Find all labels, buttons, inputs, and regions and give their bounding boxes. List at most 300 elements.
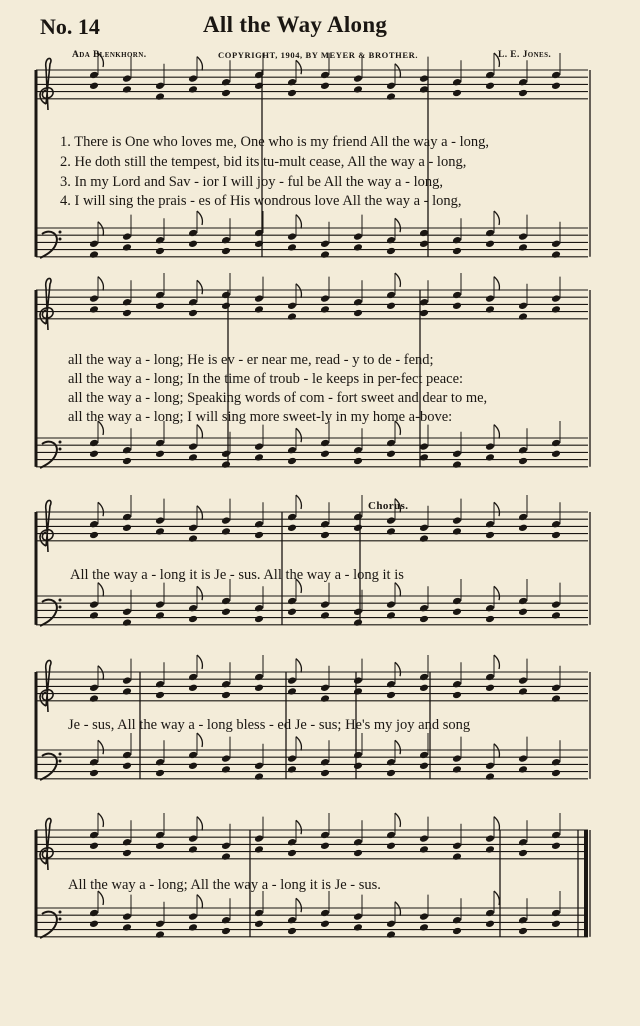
notehead <box>155 291 165 300</box>
notehead <box>89 531 99 540</box>
notehead <box>287 608 297 617</box>
bass-clef-dot <box>59 231 62 234</box>
note-flag <box>494 744 499 758</box>
notehead <box>386 920 396 929</box>
note-flag <box>197 655 202 669</box>
notehead <box>320 520 330 529</box>
notehead <box>353 446 363 455</box>
notehead <box>452 852 462 861</box>
notehead <box>287 916 297 925</box>
notehead <box>155 920 165 929</box>
chorus-label: Chorus. <box>368 500 409 512</box>
notehead <box>287 597 297 606</box>
notehead <box>485 453 495 462</box>
bass-clef-dot <box>59 911 62 914</box>
notehead <box>188 615 198 624</box>
notehead <box>320 842 330 851</box>
notehead <box>89 250 99 259</box>
note-flag <box>98 53 103 67</box>
notehead <box>188 673 198 682</box>
notehead <box>188 845 198 854</box>
notehead <box>122 912 132 921</box>
notehead <box>452 247 462 256</box>
note-flag <box>494 502 499 516</box>
notehead <box>518 243 528 252</box>
notehead <box>551 842 561 851</box>
bass-clef-dot <box>59 606 62 609</box>
note-flag <box>296 284 301 298</box>
note-flag <box>197 817 202 831</box>
notehead <box>485 520 495 529</box>
notehead <box>155 842 165 851</box>
notehead <box>320 684 330 693</box>
notehead <box>353 923 363 932</box>
notehead <box>89 758 99 767</box>
note-flag <box>197 211 202 225</box>
notehead <box>485 772 495 781</box>
notehead <box>89 240 99 249</box>
note-flag <box>98 740 103 754</box>
notehead <box>221 842 231 851</box>
notehead <box>254 684 264 693</box>
notehead <box>122 849 132 858</box>
notehead <box>221 680 231 689</box>
notehead <box>89 611 99 620</box>
notehead <box>89 439 99 448</box>
notehead <box>452 597 462 606</box>
notehead <box>155 302 165 311</box>
notehead <box>353 524 363 533</box>
notehead <box>518 312 528 321</box>
notehead <box>221 78 231 87</box>
notehead <box>551 305 561 314</box>
notehead <box>518 232 528 241</box>
notehead <box>386 930 396 939</box>
notehead <box>485 294 495 303</box>
notehead <box>89 769 99 778</box>
note-flag <box>197 425 202 439</box>
notehead <box>485 673 495 682</box>
notehead <box>122 446 132 455</box>
notehead <box>452 291 462 300</box>
notehead <box>254 294 264 303</box>
notehead <box>518 676 528 685</box>
notehead <box>551 909 561 918</box>
notehead <box>221 527 231 536</box>
bass-clef-dot <box>59 448 62 451</box>
notehead <box>518 765 528 774</box>
notehead <box>221 765 231 774</box>
notehead <box>254 673 264 682</box>
notehead <box>89 450 99 459</box>
notehead <box>320 450 330 459</box>
notehead <box>221 302 231 311</box>
notehead <box>188 751 198 760</box>
notehead <box>155 691 165 700</box>
notehead <box>89 909 99 918</box>
notehead <box>551 769 561 778</box>
chorus-lyric-2: Je - sus, All the way a - long bless - ed Je - sus; He's my joy and song <box>68 717 471 733</box>
notehead <box>188 240 198 249</box>
notehead <box>518 524 528 533</box>
notehead <box>122 74 132 83</box>
notehead <box>122 687 132 696</box>
notehead <box>353 687 363 696</box>
notehead <box>551 611 561 620</box>
notehead <box>353 243 363 252</box>
notehead <box>89 684 99 693</box>
note-flag <box>494 586 499 600</box>
lyric-v2b: all the way a - long; In the time of troub - le keeps in per-fect peace: <box>68 371 464 387</box>
notehead <box>287 457 297 466</box>
lyric-v1b: all the way a - long; He is ev - er near me, read - y to de - fend; <box>68 352 434 368</box>
notehead <box>485 71 495 80</box>
notehead <box>452 89 462 98</box>
notehead <box>155 439 165 448</box>
notehead <box>320 71 330 80</box>
notehead <box>320 758 330 767</box>
note-flag <box>98 583 103 597</box>
hymn-number: No. 14 <box>40 14 100 39</box>
note-flag <box>494 655 499 669</box>
notehead <box>221 291 231 300</box>
notehead <box>188 74 198 83</box>
notehead <box>122 457 132 466</box>
notehead <box>419 834 429 843</box>
notehead <box>452 842 462 851</box>
notehead <box>155 831 165 840</box>
notehead <box>419 762 429 771</box>
notehead <box>155 600 165 609</box>
notehead <box>155 758 165 767</box>
note-flag <box>395 740 400 754</box>
note-flag <box>98 502 103 516</box>
notehead <box>287 687 297 696</box>
note-flag <box>296 737 301 751</box>
notehead <box>122 309 132 318</box>
note-flag <box>494 211 499 225</box>
notehead <box>254 520 264 529</box>
notehead <box>287 513 297 522</box>
notehead <box>320 920 330 929</box>
notehead <box>353 513 363 522</box>
note-flag <box>296 659 301 673</box>
note-flag <box>494 425 499 439</box>
notehead <box>485 229 495 238</box>
notehead <box>320 831 330 840</box>
notehead <box>221 597 231 606</box>
notehead <box>386 82 396 91</box>
notehead <box>320 305 330 314</box>
notehead <box>122 838 132 847</box>
notehead <box>386 680 396 689</box>
notehead <box>353 232 363 241</box>
notehead <box>221 460 231 469</box>
notehead <box>320 769 330 778</box>
note-flag <box>395 64 400 78</box>
lyric-v3b: all the way a - long; Speaking words of com - fort sweet and dear to me, <box>68 390 488 406</box>
notehead <box>485 615 495 624</box>
notehead <box>485 834 495 843</box>
notehead <box>254 305 264 314</box>
notehead <box>254 453 264 462</box>
notehead <box>353 912 363 921</box>
notehead <box>287 243 297 252</box>
notehead <box>485 909 495 918</box>
notehead <box>386 831 396 840</box>
notehead <box>320 250 330 259</box>
notehead <box>386 527 396 536</box>
note-flag <box>296 215 301 229</box>
note-flag <box>197 280 202 294</box>
notehead <box>386 516 396 525</box>
notehead <box>386 247 396 256</box>
notehead <box>353 838 363 847</box>
notehead <box>353 457 363 466</box>
notehead <box>254 531 264 540</box>
notehead <box>122 762 132 771</box>
notehead <box>419 615 429 624</box>
notehead <box>254 615 264 624</box>
notehead <box>419 673 429 682</box>
notehead <box>386 291 396 300</box>
notehead <box>452 765 462 774</box>
notehead <box>551 520 561 529</box>
notehead <box>254 604 264 613</box>
notehead <box>221 691 231 700</box>
note-flag <box>296 820 301 834</box>
notehead <box>386 758 396 767</box>
notehead <box>188 442 198 451</box>
notehead <box>551 240 561 249</box>
note-flag <box>395 813 400 827</box>
notehead <box>419 751 429 760</box>
notehead <box>320 531 330 540</box>
bass-clef-dot <box>59 441 62 444</box>
notehead <box>122 232 132 241</box>
notehead <box>287 302 297 311</box>
note-flag <box>494 53 499 67</box>
notehead <box>551 82 561 91</box>
notehead <box>89 82 99 91</box>
notehead <box>419 604 429 613</box>
notehead <box>254 920 264 929</box>
notehead <box>518 927 528 936</box>
hymn-title: All the Way Along <box>203 12 388 37</box>
notehead <box>551 684 561 693</box>
notehead <box>221 89 231 98</box>
notehead <box>254 762 264 771</box>
notehead <box>155 450 165 459</box>
notehead <box>386 769 396 778</box>
notehead <box>320 439 330 448</box>
notehead <box>452 302 462 311</box>
bass-clef-dot <box>59 599 62 602</box>
note-flag <box>197 57 202 71</box>
note-flag <box>98 666 103 680</box>
notehead <box>287 232 297 241</box>
notehead <box>452 680 462 689</box>
notehead <box>485 920 495 929</box>
note-flag <box>296 60 301 74</box>
notehead <box>122 608 132 617</box>
note-flag <box>98 222 103 236</box>
notehead <box>452 78 462 87</box>
notehead <box>188 309 198 318</box>
notehead <box>188 534 198 543</box>
notehead <box>353 849 363 858</box>
note-flag <box>395 218 400 232</box>
notehead <box>221 608 231 617</box>
notehead <box>386 450 396 459</box>
notehead <box>287 312 297 321</box>
lyric-v1: 1. There is One who loves me, One who is my friend All the way a - long, <box>60 134 490 150</box>
notehead <box>518 89 528 98</box>
note-flag <box>296 898 301 912</box>
notehead <box>155 527 165 536</box>
notehead <box>188 762 198 771</box>
notehead <box>287 849 297 858</box>
lyric-v4b: all the way a - long; I will sing more sweet-ly in my home a-bove: <box>68 409 453 425</box>
notehead <box>122 85 132 94</box>
notehead <box>122 923 132 932</box>
notehead <box>518 916 528 925</box>
note-flag <box>494 891 499 905</box>
note-flag <box>296 428 301 442</box>
notehead <box>188 684 198 693</box>
notehead <box>188 604 198 613</box>
notehead <box>320 82 330 91</box>
notehead <box>518 597 528 606</box>
notehead <box>551 531 561 540</box>
notehead <box>188 85 198 94</box>
notehead <box>485 240 495 249</box>
note-flag <box>296 495 301 509</box>
notehead <box>89 920 99 929</box>
notehead <box>287 927 297 936</box>
notehead <box>221 754 231 763</box>
chorus-lyric-1: All the way a - long it is Je - sus. All the way a - long it is <box>70 567 404 583</box>
notehead <box>419 534 429 543</box>
composer-credit: L. E. Jones. <box>498 50 552 60</box>
note-flag <box>395 662 400 676</box>
notehead <box>518 838 528 847</box>
notehead <box>188 834 198 843</box>
bass-clef-dot <box>59 753 62 756</box>
notehead <box>221 247 231 256</box>
notehead <box>518 849 528 858</box>
notehead <box>287 524 297 533</box>
notehead <box>551 71 561 80</box>
notehead <box>320 600 330 609</box>
notehead <box>551 831 561 840</box>
notehead <box>122 298 132 307</box>
notehead <box>386 842 396 851</box>
notehead <box>221 927 231 936</box>
note-flag <box>98 277 103 291</box>
notehead <box>485 442 495 451</box>
notehead <box>89 294 99 303</box>
notehead <box>551 694 561 703</box>
notehead <box>551 758 561 767</box>
notehead <box>188 298 198 307</box>
notehead <box>452 691 462 700</box>
notehead <box>518 302 528 311</box>
notehead <box>254 772 264 781</box>
note-flag <box>197 733 202 747</box>
notehead <box>188 453 198 462</box>
notehead <box>287 446 297 455</box>
notehead <box>419 912 429 921</box>
notehead <box>89 694 99 703</box>
notehead <box>452 236 462 245</box>
notehead <box>155 769 165 778</box>
lyric-v2: 2. He doth still the tempest, bid its tu-mult cease, All the way a - long, <box>60 154 467 170</box>
notehead <box>419 684 429 693</box>
notehead <box>89 831 99 840</box>
notehead <box>221 916 231 925</box>
notehead <box>551 920 561 929</box>
notehead <box>254 909 264 918</box>
notehead <box>155 680 165 689</box>
notehead <box>188 524 198 533</box>
notehead <box>452 527 462 536</box>
notehead <box>485 762 495 771</box>
notehead <box>188 229 198 238</box>
note-flag <box>197 506 202 520</box>
notehead <box>320 611 330 620</box>
notehead <box>122 676 132 685</box>
notehead <box>287 754 297 763</box>
notehead <box>386 439 396 448</box>
notehead <box>353 608 363 617</box>
notehead <box>452 754 462 763</box>
notehead <box>452 450 462 459</box>
notehead <box>386 236 396 245</box>
notehead <box>518 513 528 522</box>
notehead <box>485 845 495 854</box>
note-flag <box>395 902 400 916</box>
notehead <box>485 531 495 540</box>
notehead <box>320 240 330 249</box>
notehead <box>320 694 330 703</box>
notehead <box>89 305 99 314</box>
notehead <box>89 600 99 609</box>
notehead <box>353 74 363 83</box>
note-flag <box>395 273 400 287</box>
lyric-v4: 4. I will sing the prais - es of His wondrous love All the way a - long, <box>60 193 462 209</box>
note-flag <box>494 817 499 831</box>
notehead <box>254 442 264 451</box>
bass-clef-dot <box>59 918 62 921</box>
notehead <box>452 608 462 617</box>
notehead <box>287 89 297 98</box>
notehead <box>287 676 297 685</box>
notehead <box>221 236 231 245</box>
chorus-lyric-3: All the way a - long; All the way a - long it is Je - sus. <box>68 877 381 893</box>
notehead <box>221 852 231 861</box>
notehead <box>287 765 297 774</box>
notehead <box>452 927 462 936</box>
notehead <box>353 618 363 627</box>
notehead <box>353 676 363 685</box>
notehead <box>518 78 528 87</box>
copyright-notice: COPYRIGHT, 1904, BY MEYER & BROTHER. <box>218 50 419 60</box>
note-flag <box>395 583 400 597</box>
notehead <box>551 439 561 448</box>
bass-clef-dot <box>59 760 62 763</box>
notehead <box>122 524 132 533</box>
